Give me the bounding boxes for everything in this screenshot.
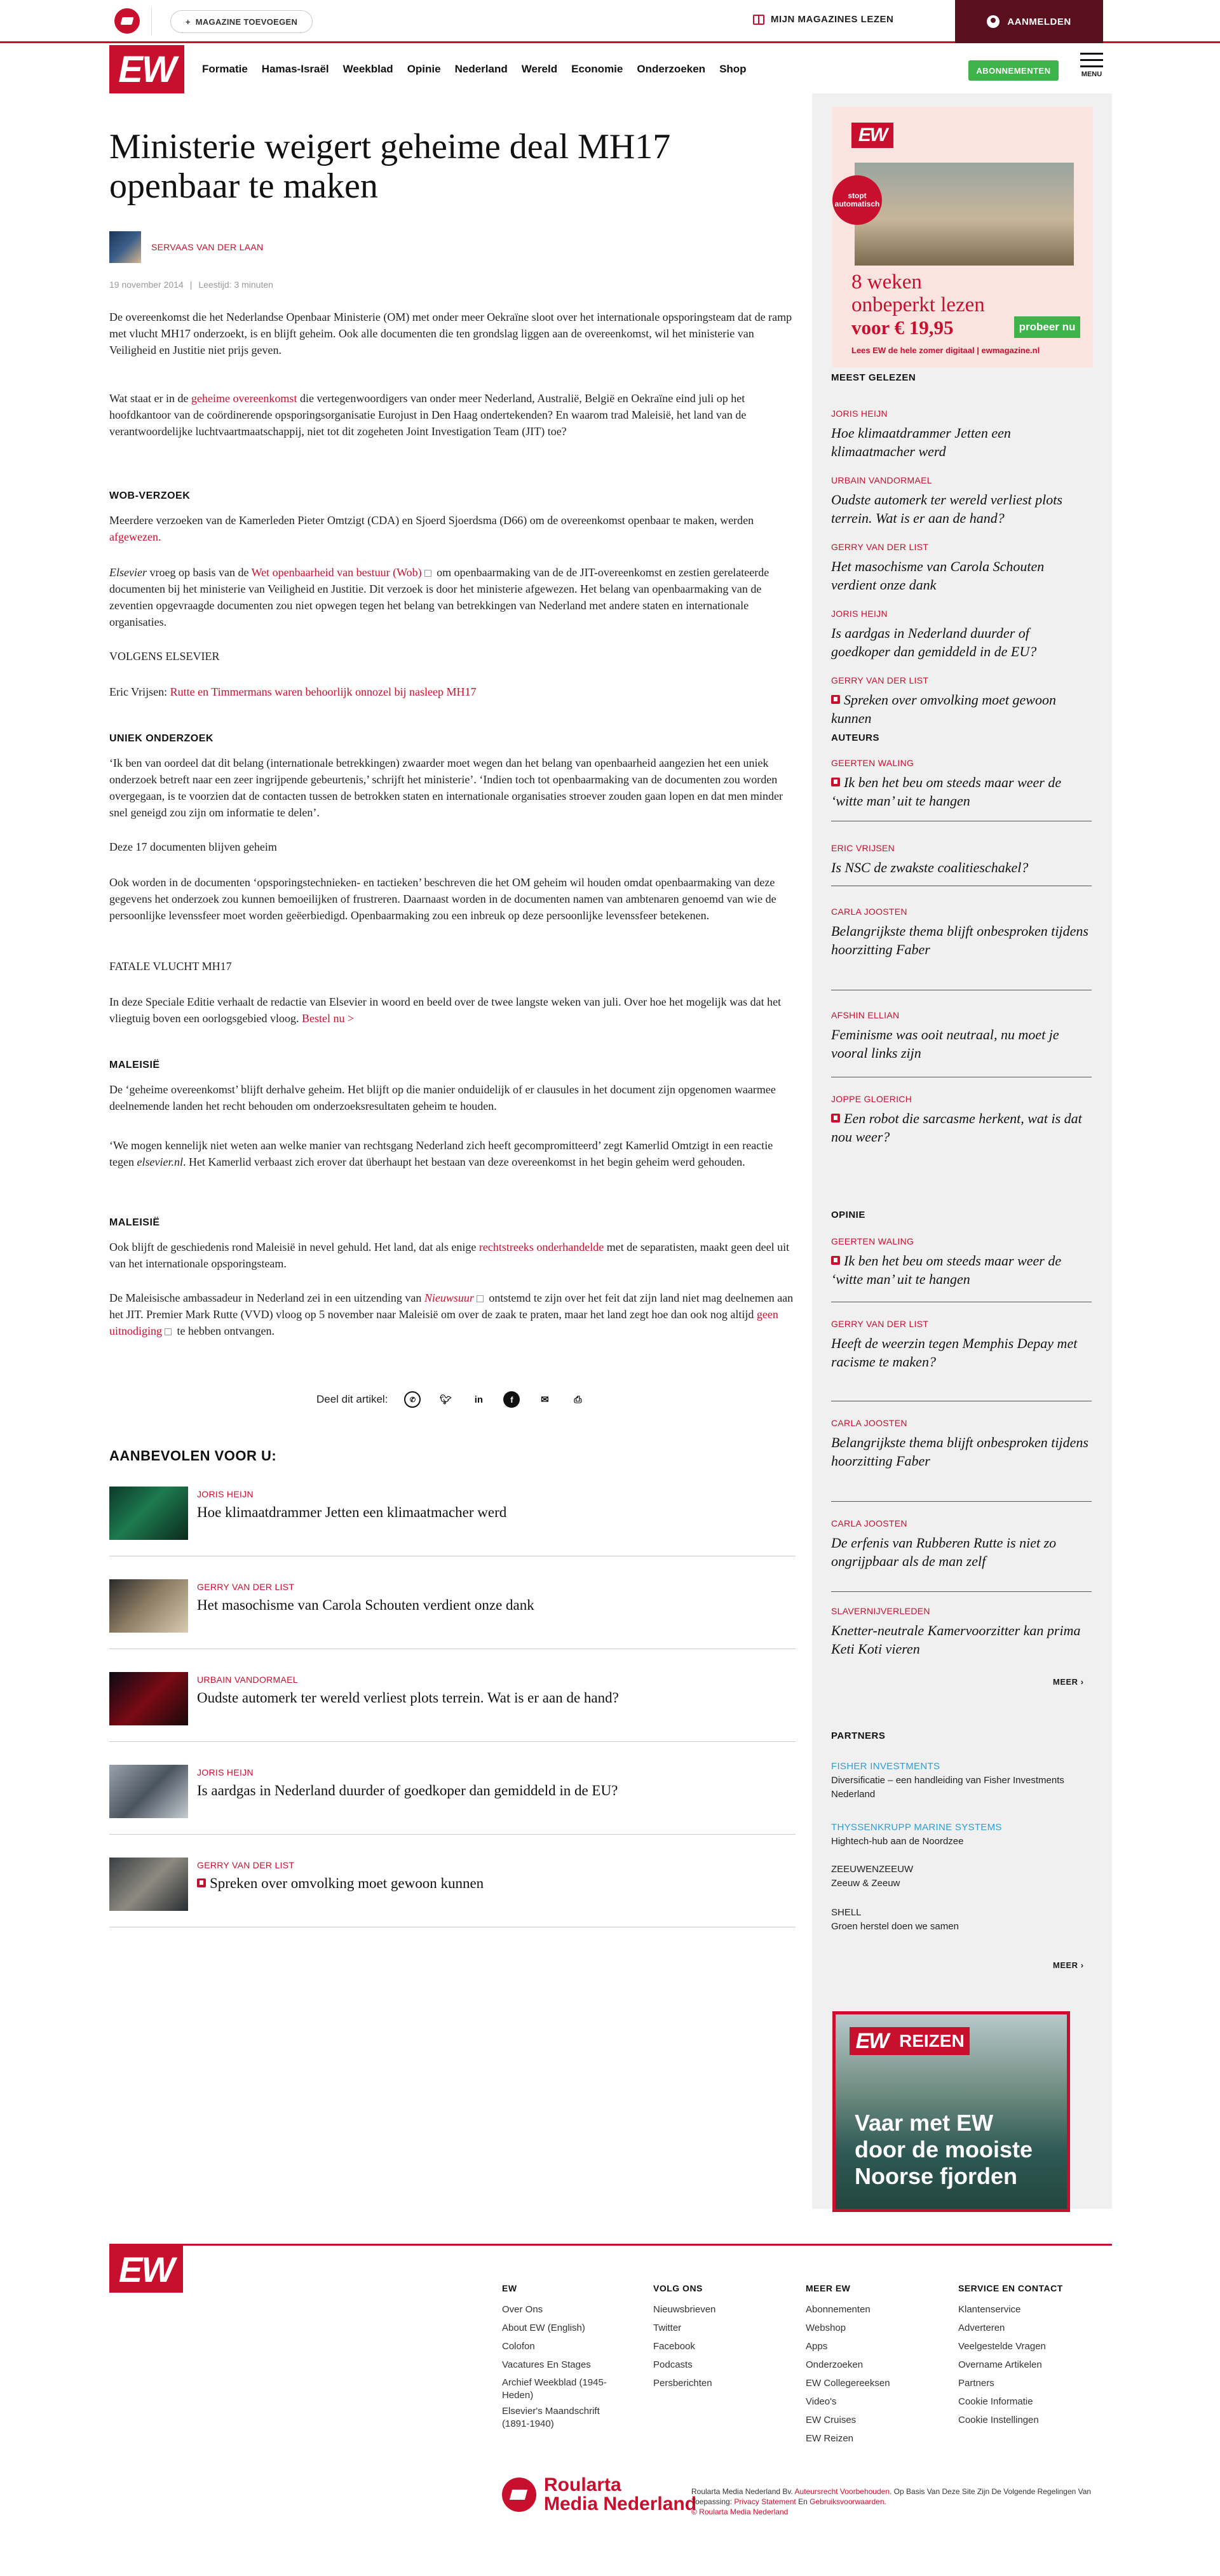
footer-heading: EW	[502, 2283, 517, 2293]
footer-link[interactable]: Partners	[958, 2378, 994, 2389]
meta-divider: |	[189, 280, 193, 290]
article-paragraph: ‘Ik ben van oordeel dat dit belang (internationale betrekkingen) zwaarder moet wegen dan het belang van openbaarheid aangezien het een uniek onderzoek betreft naar een zeer ingrijpende gebeurtenis,’ schrijft het ministerie’. ‘Indien toch tot openbaarmaking van de documenten zou worden overgegaan, is te voorzien dat de contacten tussen de betrokken staten en internationale organisaties stroever zouden gaan lopen en dat men minder snel geneigd zou zijn om informatie te delen’.	[109, 757, 783, 819]
item-title[interactable]	[831, 1251, 1092, 1288]
nav-item-opinie[interactable]: Opinie	[407, 63, 441, 75]
recommended-title[interactable]: Het masochisme van Carola Schouten verdient onze dank	[197, 1597, 534, 1613]
user-icon	[987, 15, 1000, 28]
partners-more-link[interactable]	[1053, 1960, 1084, 1970]
roularta-logo-icon[interactable]	[114, 8, 140, 34]
ad-photo	[855, 163, 1074, 266]
nav-item-formatie[interactable]: Formatie	[202, 63, 248, 75]
external-link-icon	[165, 1328, 172, 1335]
share-label: Deel dit artikel:	[316, 1393, 388, 1405]
no-invitation-link[interactable]: geen uitnodiging	[109, 1308, 778, 1337]
copyright-link[interactable]: Auteursrecht Voorbehouden	[794, 2487, 890, 2496]
text: te hebben ontvangen.	[174, 1325, 274, 1337]
item-title[interactable]: Oudste automerk ter wereld verliest plots terrein. Wat is er aan de hand?	[831, 492, 1062, 526]
most-read-item[interactable]	[831, 675, 1092, 727]
partner-item[interactable]	[831, 1906, 1092, 1934]
footer-link[interactable]: Overname Artikelen	[958, 2359, 1042, 2370]
article-paragraph: Deze 17 documenten blijven geheim	[109, 840, 277, 853]
copyright-text: © Roularta Media Nederland	[691, 2507, 789, 2516]
article-paragraph	[109, 1137, 796, 1170]
partner-text[interactable]: Hightech-hub aan de Noordzee	[831, 1836, 964, 1847]
premium-lock-icon	[831, 1256, 840, 1265]
email-icon[interactable]: ✉	[541, 1394, 549, 1405]
text: door de mooiste	[855, 2136, 1033, 2162]
chevron-right-icon: ›	[1080, 1960, 1084, 1970]
footer-column-service	[958, 2279, 1104, 2429]
text: ontstemd te zijn over het feit dat zijn land niet mag deelnemen aan het JIT. Premier Mark Rutte (VVD) vloog op 5 november naar Maleisië om over de zaak te praten, maar het land zegt hoe dan ook nog altijd	[109, 1291, 794, 1321]
order-now-link[interactable]: Bestel nu >	[301, 1012, 355, 1025]
footer-link[interactable]: Veelgestelde Vragen	[958, 2341, 1046, 2352]
ad-price: voor € 19,95	[851, 316, 954, 339]
footer-link[interactable]: Elsevier's Maandschrift (1891-1940)	[502, 2406, 600, 2429]
author-item[interactable]	[831, 1094, 1092, 1146]
legal-text	[691, 2486, 1111, 2517]
ad-badge: stopt automatisch	[832, 175, 882, 225]
item-author[interactable]: GERRY VAN DER LIST	[831, 1319, 929, 1329]
opinion-item[interactable]	[831, 1319, 1092, 1401]
ad-ew-logo: EW	[850, 2027, 894, 2055]
footer-link[interactable]: Facebook	[653, 2341, 695, 2352]
footer-column-volg-ons	[653, 2279, 787, 2392]
text: En	[796, 2497, 810, 2506]
footer-link[interactable]: Onderzoeken	[806, 2359, 864, 2370]
footer-link[interactable]: Vacatures En Stages	[502, 2359, 591, 2370]
item-author[interactable]: GERRY VAN DER LIST	[831, 675, 929, 685]
article-meta	[109, 280, 273, 290]
ad-text	[855, 2110, 1033, 2190]
most-read-item[interactable]	[831, 408, 1092, 461]
text: Elsevier	[109, 566, 147, 579]
footer-link[interactable]: Colofon	[502, 2341, 535, 2352]
footer-link[interactable]: Klantenservice	[958, 2304, 1021, 2315]
article-paragraph: De ‘geheime overeenkomst’ blijft derhalve geheim. Het blijft op die manier onduidelijk of er clausules in het document zijn opgenomen waarmee deelnemende landen het recht behouden om onderzoeksresultaten geheim te houden.	[109, 1083, 776, 1112]
text: Ook blijft de geschiedenis rond Maleisië in nevel gehuld. Het land, dat als enige	[109, 1241, 479, 1253]
article-paragraph	[109, 994, 796, 1027]
facebook-icon[interactable]: f	[503, 1391, 520, 1408]
footer-link[interactable]: About EW (English)	[502, 2323, 585, 2333]
opinion-item[interactable]	[831, 1236, 1092, 1302]
item-author[interactable]: JORIS HEIJN	[831, 609, 888, 619]
text: Wat staat er in de	[109, 392, 191, 405]
divider	[151, 8, 152, 36]
section-heading: MALEISIË	[109, 1217, 160, 1228]
recommended-author[interactable]: GERRY VAN DER LIST	[197, 1582, 295, 1592]
footer-link[interactable]: Nieuwsbrieven	[653, 2304, 716, 2315]
recommended-author[interactable]: URBAIN VANDORMAEL	[197, 1675, 298, 1685]
premium-lock-icon	[197, 1878, 206, 1887]
footer-link[interactable]: EW Collegereeksen	[806, 2378, 890, 2389]
article-paragraph	[109, 1239, 796, 1272]
partner-item[interactable]	[831, 1821, 1092, 1849]
nav-items	[202, 63, 747, 76]
vrijsen-article-link[interactable]: Rutte en Timmermans waren behoorlijk onnozel bij nasleep MH17	[170, 685, 477, 698]
item-title[interactable]: Knetter-neutrale Kamervoorzitter kan prima Keti Koti vieren	[831, 1622, 1081, 1657]
item-author[interactable]: CARLA JOOSTEN	[831, 907, 907, 917]
subscribe-button[interactable]: ABONNEMENTEN	[968, 60, 1059, 81]
recommended-thumbnail[interactable]	[109, 1487, 188, 1540]
author-avatar[interactable]	[109, 231, 141, 263]
recommended-thumbnail[interactable]	[109, 1765, 188, 1818]
text: met de separatisten, maakt geen deel uit van het internationale opsporingsteam.	[109, 1241, 790, 1270]
footer-link[interactable]: Cookie Instellingen	[958, 2415, 1039, 2425]
item-author[interactable]: JOPPE GLOERICH	[831, 1094, 912, 1104]
section-heading: UNIEK ONDERZOEK	[109, 733, 214, 744]
most-read-item[interactable]	[831, 609, 1092, 661]
negotiated-link[interactable]: rechtstreeks onderhandelde	[478, 1241, 604, 1253]
footer-link[interactable]: EW Cruises	[806, 2415, 857, 2425]
login-label: AANMELDEN	[1007, 16, 1071, 27]
recommended-title[interactable]: Is aardgas in Nederland duurder of goedkoper dan gemiddeld in de EU?	[197, 1783, 618, 1798]
partner-name[interactable]: FISHER INVESTMENTS	[831, 1761, 940, 1772]
menu-button[interactable]	[1079, 53, 1104, 78]
item-title[interactable]: Heeft de weerzin tegen Memphis Depay met racisme te maken?	[831, 1335, 1078, 1370]
nav-item-onderzoeken[interactable]: Onderzoeken	[637, 63, 706, 75]
opinion-heading: OPINIE	[831, 1210, 865, 1220]
partner-text[interactable]: Groen herstel doen we samen	[831, 1921, 959, 1932]
text: Vaar met EW	[855, 2110, 994, 2136]
footer-link[interactable]: Over Ons	[502, 2304, 543, 2315]
item-title[interactable]: Hoe klimaatdrammer Jetten een klimaatmacher werd	[831, 425, 1011, 459]
text: Spreken over omvolking moet gewoon kunnen	[210, 1875, 484, 1891]
item-title[interactable]	[831, 773, 1092, 810]
article-intro: De overeenkomst die het Nederlandse Openbaar Ministerie (OM) met onder meer Oekraïne sloot over het internationale opsporingsteam dat de ramp met vlucht MH17 onderzoekt, is en blijft geheim. Ook alle documenten die ten grondslag liggen aan de overeenkomst, wil het ministerie van Veiligheid en Justitie niet prijs geven.	[109, 311, 792, 356]
recommended-thumbnail[interactable]	[109, 1672, 188, 1725]
footer-heading: SERVICE EN CONTACT	[958, 2283, 1063, 2293]
text: die vertegenwoordigers van onder meer Nederland, Australië, België en Oekraïne eind juli op het hoofdkantoor van de coördinerende opsporingsorganisatie Eurojust in Den Haag ondertekenden? En waarom trad Maleisië, het land van de verantwoordelijke luchtvaartmaatschappij, niet tot dit zogeheten Joint Investigation Team (JIT) toe?	[109, 392, 747, 438]
text: Eric Vrijsen:	[109, 685, 170, 698]
volgens-elsevier: VOLGENS ELSEVIER	[109, 650, 220, 663]
main-nav	[0, 45, 1220, 93]
read-magazines-link[interactable]	[753, 14, 893, 25]
read-time: Leestijd: 3 minuten	[198, 280, 273, 290]
footer-link[interactable]: Abonnementen	[806, 2304, 871, 2315]
text: MEER	[1053, 1677, 1078, 1687]
partners-heading: PARTNERS	[831, 1730, 886, 1741]
chevron-right-icon: ›	[1080, 1677, 1084, 1687]
text: Ik ben het beu om steeds maar weer de ‘witte man’ uit te hangen	[831, 1253, 1062, 1287]
most-read-heading: MEEST GELEZEN	[831, 372, 916, 383]
magazine-icon	[753, 15, 764, 25]
item-author[interactable]: CARLA JOOSTEN	[831, 1518, 907, 1528]
fatale-vlucht: FATALE VLUCHT MH17	[109, 960, 232, 973]
share-bar	[316, 1391, 586, 1408]
author-item[interactable]	[831, 1010, 1092, 1077]
recommended-item[interactable]	[109, 1858, 796, 1927]
text: MEER	[1053, 1960, 1078, 1970]
external-link-icon	[424, 570, 431, 577]
author-name[interactable]: SERVAAS VAN DER LAAN	[151, 242, 264, 252]
partner-text[interactable]: Zeeuw & Zeeuw	[831, 1878, 900, 1889]
author-item[interactable]	[831, 843, 1092, 886]
author-item[interactable]	[831, 758, 1092, 821]
item-title[interactable]	[831, 691, 1092, 727]
footer-link[interactable]: EW Reizen	[806, 2433, 854, 2444]
nav-item-weekblad[interactable]: Weekblad	[342, 63, 393, 75]
nav-item-shop[interactable]: Shop	[719, 63, 747, 75]
twitter-icon[interactable]: 🐦︎	[439, 1394, 452, 1405]
item-title[interactable]: Belangrijkste thema blijft onbesproken tijdens hoorzitting Faber	[831, 1434, 1088, 1469]
item-author[interactable]: ERIC VRIJSEN	[831, 843, 895, 853]
partner-name[interactable]: SHELL	[831, 1907, 862, 1918]
article-paragraph	[109, 512, 796, 545]
footer-link[interactable]: Apps	[806, 2341, 828, 2352]
roularta-logo[interactable]	[502, 2476, 696, 2514]
text: Nieuwsuur	[424, 1291, 474, 1304]
item-title[interactable]: Het masochisme van Carola Schouten verdient onze dank	[831, 558, 1045, 593]
nav-item-nederland[interactable]: Nederland	[454, 63, 508, 75]
nav-item-wereld[interactable]: Wereld	[521, 63, 558, 75]
author-item[interactable]	[831, 907, 1092, 990]
subscription-ad[interactable]	[832, 107, 1093, 367]
text: ‘We mogen kennelijk niet weten aan welke manier van rechtsgang Nederland zich heeft gecompromitteerd’ zegt Kamerlid Omtzigt in een reactie tegen	[109, 1139, 773, 1168]
terms-link[interactable]: Gebruiksvoorwaarden	[810, 2497, 884, 2506]
recommended-item[interactable]	[109, 1579, 796, 1649]
article-header	[109, 127, 796, 206]
text: Roularta	[544, 2474, 621, 2495]
recommended-title[interactable]: Oudste automerk ter wereld verliest plots terrein. Wat is er aan de hand?	[197, 1690, 619, 1706]
hamburger-icon	[1080, 53, 1103, 55]
ad-ew-logo: EW	[851, 123, 893, 148]
opinion-item[interactable]	[831, 1606, 1092, 1658]
partner-item[interactable]	[831, 1863, 1092, 1891]
text: Ik ben het beu om steeds maar weer de ‘witte man’ uit te hangen	[831, 774, 1062, 809]
section-heading: WOB-VERZOEK	[109, 490, 191, 501]
ad-headline	[851, 271, 985, 316]
login-button[interactable]	[955, 0, 1103, 43]
travel-ad[interactable]	[832, 2011, 1070, 2212]
external-link-icon	[477, 1295, 484, 1302]
item-title[interactable]	[831, 1109, 1092, 1146]
footer-link[interactable]: Archief Weekblad (1945-Heden)	[502, 2377, 607, 2401]
article-title: Ministerie weigert geheime deal MH17 openbaar te maken	[109, 127, 671, 206]
nav-item-hamas-israel[interactable]: Hamas-Israël	[261, 63, 329, 75]
plus-icon: +	[185, 17, 191, 27]
footer-heading: MEER EW	[806, 2283, 851, 2293]
item-author[interactable]: GERRY VAN DER LIST	[831, 542, 929, 552]
recommended-author[interactable]: GERRY VAN DER LIST	[197, 1860, 295, 1870]
item-title[interactable]: De erfenis van Rubberen Rutte is niet zo ongrijpbaar als de man zelf	[831, 1535, 1057, 1569]
text: Een robot die sarcasme herkent, wat is dat nou weer?	[831, 1110, 1082, 1145]
authors-heading: AUTEURS	[831, 732, 880, 743]
recommended-author[interactable]: JORIS HEIJN	[197, 1489, 254, 1499]
footer-link[interactable]: Adverteren	[958, 2323, 1005, 2333]
text: Roularta Media Nederland Bv.	[691, 2487, 795, 2496]
print-icon[interactable]: ⎙	[574, 1394, 582, 1405]
article-paragraph: Ook worden in de documenten ‘opsporingstechnieken- en tactieken’ beschreven die het OM geheim wil houden omdat openbaarmaking van deze gegevens het onderzoek zou kunnen bemoeilijken of frustreren. Daarnaast worden in de documenten namen van ambtenaren genoemd van wie de persoonlijke levenssfeer moet worden geëerbiedigd. Openbaarmaking zou een inbreuk op deze persoonlijke levenssfeer betekenen.	[109, 876, 776, 922]
recommended-thumbnail[interactable]	[109, 1858, 188, 1911]
opinion-item[interactable]	[831, 1418, 1092, 1502]
partner-item[interactable]	[831, 1760, 1092, 1802]
section-heading: MALEISIË	[109, 1060, 160, 1070]
text: Media Nederland	[544, 2493, 697, 2514]
nav-item-economie[interactable]: Economie	[571, 63, 623, 75]
footer-heading: VOLG ONS	[653, 2283, 703, 2293]
ad-try-button[interactable]: probeer nu	[1014, 316, 1080, 338]
text: Spreken over omvolking moet gewoon kunnen	[831, 692, 1056, 726]
text: Meerdere verzoeken van de Kamerleden Pieter Omtzigt (CDA) en Sjoerd Sjoerdsma (D66) om de overeenkomst openbaar te maken, werden	[109, 514, 754, 527]
whatsapp-icon[interactable]: ✆	[404, 1391, 421, 1408]
footer-link[interactable]: Persberichten	[653, 2378, 712, 2389]
opinion-more-link[interactable]	[1053, 1677, 1084, 1687]
item-author[interactable]: CARLA JOOSTEN	[831, 1418, 907, 1428]
add-magazine-button[interactable]	[170, 10, 313, 33]
footer-link[interactable]: Webshop	[806, 2323, 846, 2333]
text: In deze Speciale Editie verhaalt de redactie van Elsevier in woord en beeld over de twee langste weken van juli. Over hoe het mogelijk was dat het vliegtuig boven een oorlogsgebied vloog.	[109, 995, 782, 1025]
ad-reizen-label: REIZEN	[894, 2027, 970, 2055]
item-author[interactable]: SLAVERNIJVERLEDEN	[831, 1606, 930, 1616]
footer-divider	[109, 2244, 1112, 2246]
hamburger-icon-bar	[1080, 65, 1103, 67]
item-title[interactable]: Belangrijkste thema blijft onbesproken tijdens hoorzitting Faber	[831, 923, 1088, 957]
item-author[interactable]: AFSHIN ELLIAN	[831, 1010, 900, 1020]
text: .	[884, 2497, 886, 2506]
menu-label: MENU	[1081, 71, 1102, 78]
most-read-item[interactable]	[831, 475, 1092, 527]
author-row	[109, 231, 263, 263]
item-title[interactable]: Is aardgas in Nederland duurder of goedkoper dan gemiddeld in de EU?	[831, 625, 1037, 659]
most-read-item[interactable]	[831, 542, 1092, 594]
footer-link[interactable]: Twitter	[653, 2323, 682, 2333]
recommended-author[interactable]: JORIS HEIJN	[197, 1767, 254, 1777]
text: 8 weken	[851, 271, 922, 293]
text: Noorse fjorden	[855, 2163, 1018, 2189]
linkedin-icon[interactable]: in	[474, 1394, 484, 1405]
item-author[interactable]: GEERTEN WALING	[831, 758, 914, 768]
text: . Het Kamerlid verbaast zich erover dat überhaupt het bestaan van deze overeenkomst in het begin geheim werd gehouden.	[182, 1156, 745, 1168]
text: . Op Basis Van Deze Site Zijn De Volgende Regelingen Van Toepassing:	[691, 2487, 1092, 2506]
partner-name[interactable]: THYSSENKRUPP MARINE SYSTEMS	[831, 1822, 1002, 1833]
article-paragraph	[109, 564, 796, 630]
premium-lock-icon	[831, 695, 840, 704]
item-author[interactable]: URBAIN VANDORMAEL	[831, 475, 932, 485]
text: De Maleisische ambassadeur in Nederland zei in een uitzending van	[109, 1291, 424, 1304]
recommended-item[interactable]	[109, 1487, 796, 1556]
ew-logo[interactable]: EW	[109, 45, 184, 93]
footer-link[interactable]: Cookie Informatie	[958, 2396, 1033, 2407]
hamburger-icon-bar	[1080, 59, 1103, 61]
footer-ew-logo[interactable]: EW	[109, 2246, 183, 2293]
article-paragraph	[109, 1290, 796, 1339]
article-paragraph	[109, 684, 796, 700]
partner-name[interactable]: ZEEUWENZEEUW	[831, 1864, 914, 1875]
read-magazines-label: MIJN MAGAZINES LEZEN	[771, 14, 894, 25]
partner-text[interactable]: Diversificatie – een handleiding van Fisher Investments Nederland	[831, 1775, 1064, 1800]
recommended-item[interactable]	[109, 1672, 796, 1742]
ad-footer-text: Lees EW de hele zomer digitaal | ewmagazine.nl	[851, 346, 1040, 355]
footer-link[interactable]: Podcasts	[653, 2359, 693, 2370]
text: onbeperkt lezen	[851, 293, 985, 316]
rejected-link[interactable]: afgewezen.	[109, 530, 161, 543]
premium-lock-icon	[831, 1114, 840, 1123]
text: om openbaarmaking van de de JIT-overeenkomst en zestien gerelateerde documenten bij het ministerie van Veiligheid en Justitie. Dit verzoek is door het ministerie afgewezen. Het belang van openbaarmaking van de zeventien opgevraagde documenten zou niet opwegen tegen het belang van betrekkingen van Nederland met andere staten en internationale organisaties.	[109, 566, 769, 628]
recommended-heading: AANBEVOLEN VOOR U:	[109, 1448, 277, 1464]
wob-link[interactable]: Wet openbaarheid van bestuur (Wob)	[251, 566, 422, 579]
text: vroeg op basis van de	[146, 566, 252, 579]
recommended-title[interactable]	[197, 1875, 484, 1892]
item-title[interactable]: Feminisme was ooit neutraal, nu moet je vooral links zijn	[831, 1027, 1059, 1061]
recommended-item[interactable]	[109, 1765, 796, 1835]
add-magazine-label: MAGAZINE TOEVOEGEN	[195, 17, 298, 27]
recommended-title[interactable]: Hoe klimaatdrammer Jetten een klimaatmacher werd	[197, 1504, 507, 1520]
premium-lock-icon	[831, 778, 840, 786]
roularta-wordmark	[544, 2476, 696, 2514]
roularta-logo-icon	[502, 2478, 536, 2512]
top-bar	[0, 0, 1220, 43]
opinion-item[interactable]	[831, 1518, 1092, 1592]
article-date: 19 november 2014	[109, 280, 184, 290]
footer-column-ew	[502, 2279, 635, 2434]
privacy-link[interactable]: Privacy Statement	[734, 2497, 796, 2506]
item-author[interactable]: JORIS HEIJN	[831, 408, 888, 419]
item-author[interactable]: GEERTEN WALING	[831, 1236, 914, 1246]
item-title[interactable]: Is NSC de zwakste coalitieschakel?	[831, 860, 1029, 875]
nieuwsuur-link[interactable]	[424, 1291, 474, 1304]
article-paragraph	[109, 390, 796, 440]
footer-column-meer-ew	[806, 2279, 939, 2448]
recommended-thumbnail[interactable]	[109, 1579, 188, 1633]
text: elsevier.nl	[137, 1156, 183, 1168]
footer-link[interactable]: Video's	[806, 2396, 837, 2407]
secret-agreement-link[interactable]: geheime overeenkomst	[191, 392, 297, 405]
